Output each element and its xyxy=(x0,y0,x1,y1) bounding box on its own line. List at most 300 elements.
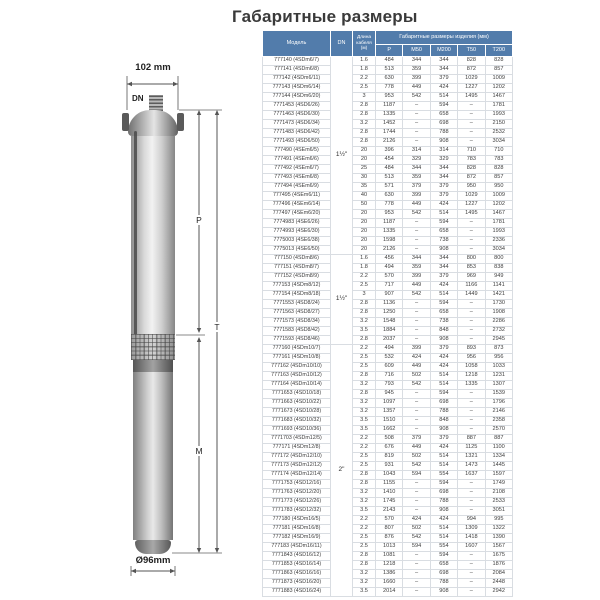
m200-value-cell: 698 xyxy=(430,489,457,498)
t50-value-cell: – xyxy=(458,228,485,237)
cable-length-cell: 2.5 xyxy=(353,453,376,462)
table-row xyxy=(263,165,513,174)
m50-value-cell: 449 xyxy=(403,84,430,93)
table-row xyxy=(263,507,513,516)
m200-value-cell: 514 xyxy=(430,534,457,543)
m50-value-cell: – xyxy=(403,552,430,561)
p-value-cell: 1097 xyxy=(376,399,403,408)
t50-value-cell: 1495 xyxy=(458,210,485,219)
m200-value-cell: 658 xyxy=(430,228,457,237)
model-cell: 7771853 (4SD16/14) xyxy=(263,561,331,570)
p-value-cell: 1662 xyxy=(376,426,403,435)
cable-length-cell: 2.2 xyxy=(353,435,376,444)
model-cell: 777160 (4SDm10/7) xyxy=(263,345,331,354)
m200-value-cell: 514 xyxy=(430,453,457,462)
table-row xyxy=(263,219,513,228)
cable-length-cell: 2.8 xyxy=(353,300,376,309)
t50-value-cell: – xyxy=(458,588,485,597)
t50-value-cell: – xyxy=(458,120,485,129)
cable-length-cell: 50 xyxy=(353,201,376,210)
m50-value-cell: 344 xyxy=(403,255,430,264)
t50-value-cell: 1418 xyxy=(458,534,485,543)
table-row xyxy=(263,345,513,354)
m200-value-cell: 848 xyxy=(430,417,457,426)
m200-value-cell: 344 xyxy=(430,264,457,273)
m50-value-cell: – xyxy=(403,102,430,111)
model-cell: 777144 (4SDm6/20) xyxy=(263,93,331,102)
model-cell: 7771593 (4SD8/46) xyxy=(263,336,331,345)
table-row xyxy=(263,363,513,372)
model-cell: 777161 (4SDm10/8) xyxy=(263,354,331,363)
model-cell: 7771573 (4SD8/34) xyxy=(263,318,331,327)
t50-value-cell: 1227 xyxy=(458,84,485,93)
t50-value-cell: 1309 xyxy=(458,525,485,534)
model-cell: 7771703 (4SDm12/5) xyxy=(263,435,331,444)
pump-bottom-cap xyxy=(135,540,171,554)
m50-value-cell: 449 xyxy=(403,444,430,453)
model-cell: 7771663 (4SD10/22) xyxy=(263,399,331,408)
p-value-cell: 570 xyxy=(376,516,403,525)
m200-value-cell: 788 xyxy=(430,129,457,138)
table-row xyxy=(263,282,513,291)
cable-length-cell: 25 xyxy=(353,165,376,174)
cable-length-cell: 3.2 xyxy=(353,318,376,327)
p-value-cell: 1744 xyxy=(376,129,403,138)
model-cell: 7771763 (4SD12/20) xyxy=(263,489,331,498)
model-cell: 777496 (4SEm6/14) xyxy=(263,201,331,210)
m200-value-cell: 698 xyxy=(430,120,457,129)
m50-value-cell: 424 xyxy=(403,354,430,363)
cable-length-cell: 2.5 xyxy=(353,534,376,543)
t50-value-cell: – xyxy=(458,219,485,228)
p-value-cell: 953 xyxy=(376,93,403,102)
t50-value-cell: – xyxy=(458,507,485,516)
model-cell: 7771693 (4SD10/36) xyxy=(263,426,331,435)
table-row xyxy=(263,570,513,579)
m50-value-cell: – xyxy=(403,327,430,336)
model-cell: 777163 (4SDm10/12) xyxy=(263,372,331,381)
t200-value-cell: 1993 xyxy=(485,228,512,237)
cable-length-cell: 20 xyxy=(353,219,376,228)
t200-value-cell: 828 xyxy=(485,165,512,174)
t50-value-cell: 710 xyxy=(458,147,485,156)
pump-intake-screen xyxy=(131,334,175,360)
dn-cell: 2" xyxy=(331,345,353,597)
m50-value-cell: 542 xyxy=(403,93,430,102)
t50-value-cell: – xyxy=(458,408,485,417)
p-value-cell: 2143 xyxy=(376,507,403,516)
m50-value-cell: 359 xyxy=(403,66,430,75)
m50-value-cell: 399 xyxy=(403,192,430,201)
m50-value-cell: 594 xyxy=(403,543,430,552)
p-value-cell: 1548 xyxy=(376,318,403,327)
col-header-dn: DN xyxy=(331,31,353,57)
table-row xyxy=(263,75,513,84)
t200-value-cell: 956 xyxy=(485,354,512,363)
m200-value-cell: 594 xyxy=(430,480,457,489)
m50-value-cell: 399 xyxy=(403,75,430,84)
m200-value-cell: 594 xyxy=(430,552,457,561)
p-value-cell: 876 xyxy=(376,534,403,543)
m50-value-cell: 542 xyxy=(403,534,430,543)
col-header-m50: M50 xyxy=(403,45,430,57)
m200-value-cell: 514 xyxy=(430,210,457,219)
t200-value-cell: 3034 xyxy=(485,246,512,255)
t200-value-cell: 995 xyxy=(485,516,512,525)
p-value-cell: 630 xyxy=(376,192,403,201)
cable-length-cell: 2.8 xyxy=(353,480,376,489)
cable-length-cell: 2.8 xyxy=(353,390,376,399)
cable-length-cell: 3.2 xyxy=(353,489,376,498)
t200-value-cell: 800 xyxy=(485,255,512,264)
model-cell: 7771783 (4SD12/32) xyxy=(263,507,331,516)
model-cell: 7771553 (4SD8/24) xyxy=(263,300,331,309)
model-cell: 7774983 (4SE6/26) xyxy=(263,219,331,228)
m50-value-cell: 449 xyxy=(403,282,430,291)
cable-length-cell: 1.8 xyxy=(353,66,376,75)
m200-value-cell: 908 xyxy=(430,336,457,345)
table-row xyxy=(263,147,513,156)
t50-value-cell: 950 xyxy=(458,183,485,192)
m50-value-cell: 344 xyxy=(403,165,430,174)
table-row xyxy=(263,57,513,66)
table-row xyxy=(263,210,513,219)
t200-value-cell: 1781 xyxy=(485,102,512,111)
t50-value-cell: – xyxy=(458,327,485,336)
t50-value-cell: – xyxy=(458,129,485,138)
cable-length-cell: 2.8 xyxy=(353,471,376,480)
model-cell: 777493 (4SEm6/8) xyxy=(263,174,331,183)
model-cell: 777153 (4SDm8/12) xyxy=(263,282,331,291)
m50-value-cell: – xyxy=(403,480,430,489)
m50-value-cell: – xyxy=(403,417,430,426)
m200-value-cell: 314 xyxy=(430,147,457,156)
model-cell: 777152 (4SDm8/9) xyxy=(263,273,331,282)
table-row xyxy=(263,246,513,255)
p-value-cell: 1598 xyxy=(376,237,403,246)
m200-value-cell: 514 xyxy=(430,462,457,471)
model-cell: 777140 (4SDm6/7) xyxy=(263,57,331,66)
p-value-cell: 819 xyxy=(376,453,403,462)
p-value-cell: 931 xyxy=(376,462,403,471)
p-value-cell: 717 xyxy=(376,282,403,291)
t200-value-cell: 828 xyxy=(485,57,512,66)
t50-value-cell: 872 xyxy=(458,174,485,183)
cable-length-cell: 20 xyxy=(353,210,376,219)
t200-value-cell: 710 xyxy=(485,147,512,156)
m50-value-cell: – xyxy=(403,399,430,408)
cable-length-cell: 20 xyxy=(353,156,376,165)
model-cell: 777164 (4SDm10/14) xyxy=(263,381,331,390)
t200-value-cell: 1467 xyxy=(485,210,512,219)
m200-value-cell: 698 xyxy=(430,399,457,408)
table-row xyxy=(263,543,513,552)
table-row xyxy=(263,453,513,462)
table-row xyxy=(263,228,513,237)
t200-value-cell: 873 xyxy=(485,345,512,354)
p-value-cell: 1386 xyxy=(376,570,403,579)
t50-value-cell: – xyxy=(458,102,485,111)
table-row xyxy=(263,300,513,309)
t200-value-cell: 857 xyxy=(485,174,512,183)
model-cell: 7771493 (4SD6/50) xyxy=(263,138,331,147)
cable-length-cell: 2.8 xyxy=(353,138,376,147)
m50-value-cell: 502 xyxy=(403,525,430,534)
model-cell: 7775013 (4SE6/50) xyxy=(263,246,331,255)
m200-value-cell: 329 xyxy=(430,156,457,165)
t50-value-cell: 1637 xyxy=(458,471,485,480)
m200-value-cell: 658 xyxy=(430,309,457,318)
table-row xyxy=(263,498,513,507)
t50-value-cell: 969 xyxy=(458,273,485,282)
m50-value-cell: – xyxy=(403,588,430,597)
m200-value-cell: 424 xyxy=(430,282,457,291)
m50-value-cell: – xyxy=(403,246,430,255)
t200-value-cell: 1231 xyxy=(485,372,512,381)
t50-value-cell: 853 xyxy=(458,264,485,273)
t-dimension-label: T xyxy=(212,322,222,332)
model-cell: 777181 (4SDm16/8) xyxy=(263,525,331,534)
table-row xyxy=(263,561,513,570)
t50-value-cell: 783 xyxy=(458,156,485,165)
table-row xyxy=(263,588,513,597)
p-value-cell: 571 xyxy=(376,183,403,192)
m50-value-cell: 594 xyxy=(403,471,430,480)
p-value-cell: 2126 xyxy=(376,138,403,147)
page-title: Габаритные размеры xyxy=(232,7,418,26)
t50-value-cell: – xyxy=(458,111,485,120)
table-row xyxy=(263,183,513,192)
m200-value-cell: 908 xyxy=(430,246,457,255)
t200-value-cell: 1334 xyxy=(485,453,512,462)
cable-length-cell: 35 xyxy=(353,183,376,192)
t50-value-cell: – xyxy=(458,417,485,426)
m200-value-cell: 344 xyxy=(430,174,457,183)
t200-value-cell: 838 xyxy=(485,264,512,273)
t200-value-cell: 1876 xyxy=(485,561,512,570)
t50-value-cell: – xyxy=(458,561,485,570)
m200-value-cell: 908 xyxy=(430,426,457,435)
t200-value-cell: 1567 xyxy=(485,543,512,552)
m50-value-cell: 449 xyxy=(403,363,430,372)
t200-value-cell: 1675 xyxy=(485,552,512,561)
t200-value-cell: 2084 xyxy=(485,570,512,579)
t200-value-cell: 2150 xyxy=(485,120,512,129)
table-row xyxy=(263,390,513,399)
cable-length-cell: 2.8 xyxy=(353,111,376,120)
t200-value-cell: 3051 xyxy=(485,507,512,516)
cable-length-cell: 2.5 xyxy=(353,282,376,291)
t50-value-cell: 1125 xyxy=(458,444,485,453)
m200-value-cell: 908 xyxy=(430,138,457,147)
m50-value-cell: – xyxy=(403,390,430,399)
model-cell: 7771563 (4SD8/27) xyxy=(263,309,331,318)
cable-length-cell: 1.6 xyxy=(353,255,376,264)
m50-value-cell: – xyxy=(403,219,430,228)
table-row xyxy=(263,462,513,471)
p-value-cell: 1187 xyxy=(376,219,403,228)
m50-value-cell: 449 xyxy=(403,201,430,210)
cable-length-cell: 3.5 xyxy=(353,327,376,336)
cable-length-cell: 20 xyxy=(353,147,376,156)
m200-value-cell: 514 xyxy=(430,381,457,390)
m50-value-cell: – xyxy=(403,318,430,327)
model-cell: 777495 (4SEm6/11) xyxy=(263,192,331,201)
p-value-cell: 793 xyxy=(376,381,403,390)
t50-value-cell: 1335 xyxy=(458,381,485,390)
p-value-cell: 1043 xyxy=(376,471,403,480)
table-row xyxy=(263,84,513,93)
t200-value-cell: 1730 xyxy=(485,300,512,309)
model-cell: 777497 (4SEm6/20) xyxy=(263,210,331,219)
t50-value-cell: 956 xyxy=(458,354,485,363)
t200-value-cell: 1908 xyxy=(485,309,512,318)
p-value-cell: 1081 xyxy=(376,552,403,561)
m50-value-cell: – xyxy=(403,561,430,570)
t50-value-cell: – xyxy=(458,480,485,489)
t50-value-cell: – xyxy=(458,390,485,399)
col-header-group: Габаритные размеры изделия (мм) xyxy=(376,31,513,45)
model-cell: 777162 (4SDm10/10) xyxy=(263,363,331,372)
table-row xyxy=(263,399,513,408)
m200-value-cell: 908 xyxy=(430,588,457,597)
p-value-cell: 945 xyxy=(376,390,403,399)
p-value-cell: 2126 xyxy=(376,246,403,255)
table-row xyxy=(263,174,513,183)
table-row xyxy=(263,435,513,444)
table-row xyxy=(263,327,513,336)
cable-length-cell: 2.2 xyxy=(353,273,376,282)
table-row xyxy=(263,552,513,561)
m50-value-cell: 502 xyxy=(403,453,430,462)
p-dimension-label: P xyxy=(194,215,204,225)
table-row xyxy=(263,156,513,165)
t50-value-cell: 800 xyxy=(458,255,485,264)
t50-value-cell: – xyxy=(458,552,485,561)
m200-value-cell: 738 xyxy=(430,237,457,246)
t50-value-cell: 1058 xyxy=(458,363,485,372)
cable-length-cell: 3.2 xyxy=(353,120,376,129)
t50-value-cell: 872 xyxy=(458,66,485,75)
t50-value-cell: 1321 xyxy=(458,453,485,462)
cable-length-cell: 2.2 xyxy=(353,444,376,453)
cable-length-cell: 3.2 xyxy=(353,579,376,588)
m50-value-cell: 379 xyxy=(403,435,430,444)
table-row xyxy=(263,381,513,390)
t200-value-cell: 2358 xyxy=(485,417,512,426)
m200-value-cell: 554 xyxy=(430,471,457,480)
m200-value-cell: 514 xyxy=(430,291,457,300)
pump-lug-left xyxy=(122,113,129,131)
t200-value-cell: 1322 xyxy=(485,525,512,534)
cable-length-cell: 3.2 xyxy=(353,399,376,408)
t50-value-cell: 1166 xyxy=(458,282,485,291)
col-header-t50: T50 xyxy=(458,45,485,57)
m50-value-cell: 502 xyxy=(403,372,430,381)
dn-cell: 1½" xyxy=(331,57,353,255)
m50-value-cell: 329 xyxy=(403,156,430,165)
m200-value-cell: 344 xyxy=(430,165,457,174)
model-cell: 7771453 (4SD6/26) xyxy=(263,102,331,111)
table-row xyxy=(263,201,513,210)
cable-length-cell: 3.2 xyxy=(353,381,376,390)
m200-value-cell: 424 xyxy=(430,354,457,363)
model-cell: 7771863 (4SD16/16) xyxy=(263,570,331,579)
table-row xyxy=(263,444,513,453)
t50-value-cell: 1495 xyxy=(458,93,485,102)
p-value-cell: 456 xyxy=(376,255,403,264)
t50-value-cell: 1029 xyxy=(458,192,485,201)
model-cell: 7771753 (4SD12/16) xyxy=(263,480,331,489)
t50-value-cell: – xyxy=(458,300,485,309)
cable-length-cell: 2.5 xyxy=(353,363,376,372)
table-row xyxy=(263,318,513,327)
table-row xyxy=(263,336,513,345)
table-row xyxy=(263,417,513,426)
col-header-t200: T200 xyxy=(485,45,512,57)
p-value-cell: 1335 xyxy=(376,111,403,120)
t50-value-cell: – xyxy=(458,426,485,435)
m200-value-cell: 554 xyxy=(430,543,457,552)
col-header-model: Модель xyxy=(263,31,331,57)
t200-value-cell: 1009 xyxy=(485,75,512,84)
table-row xyxy=(263,102,513,111)
model-cell: 7771873 (4SD16/20) xyxy=(263,579,331,588)
model-cell: 7771653 (4SD10/18) xyxy=(263,390,331,399)
t50-value-cell: – xyxy=(458,336,485,345)
t200-value-cell: 887 xyxy=(485,435,512,444)
pump-body xyxy=(131,136,175,334)
cable-length-cell: 40 xyxy=(353,192,376,201)
t50-value-cell: – xyxy=(458,489,485,498)
t200-value-cell: 2945 xyxy=(485,336,512,345)
t200-value-cell: 1796 xyxy=(485,399,512,408)
cable-length-cell: 2.8 xyxy=(353,372,376,381)
cable-length-cell: 2.8 xyxy=(353,336,376,345)
p-value-cell: 1660 xyxy=(376,579,403,588)
m50-value-cell: 542 xyxy=(403,381,430,390)
col-header-m200: M200 xyxy=(430,45,457,57)
m200-value-cell: 424 xyxy=(430,516,457,525)
p-value-cell: 1452 xyxy=(376,120,403,129)
m200-value-cell: 379 xyxy=(430,273,457,282)
cable-length-cell: 2.2 xyxy=(353,516,376,525)
model-cell: 777174 (4SDm12/14) xyxy=(263,471,331,480)
dn-cell: 1½" xyxy=(331,255,353,345)
m50-value-cell: 542 xyxy=(403,462,430,471)
t200-value-cell: 1993 xyxy=(485,111,512,120)
cable-length-cell: 2.5 xyxy=(353,462,376,471)
model-cell: 777141 (4SDm6/8) xyxy=(263,66,331,75)
p-value-cell: 2014 xyxy=(376,588,403,597)
cable-length-cell: 2.2 xyxy=(353,345,376,354)
t200-value-cell: 1445 xyxy=(485,462,512,471)
table-row xyxy=(263,120,513,129)
table-row xyxy=(263,426,513,435)
table-row xyxy=(263,138,513,147)
m50-value-cell: – xyxy=(403,489,430,498)
m50-value-cell: – xyxy=(403,111,430,120)
t200-value-cell: 1749 xyxy=(485,480,512,489)
cable-length-cell: 3.5 xyxy=(353,507,376,516)
p-value-cell: 676 xyxy=(376,444,403,453)
t200-value-cell: 2448 xyxy=(485,579,512,588)
model-cell: 7771883 (4SD16/24) xyxy=(263,588,331,597)
table-row xyxy=(263,255,513,264)
p-value-cell: 1745 xyxy=(376,498,403,507)
cable-length-cell: 3.2 xyxy=(353,408,376,417)
model-cell: 777182 (4SDm16/9) xyxy=(263,534,331,543)
